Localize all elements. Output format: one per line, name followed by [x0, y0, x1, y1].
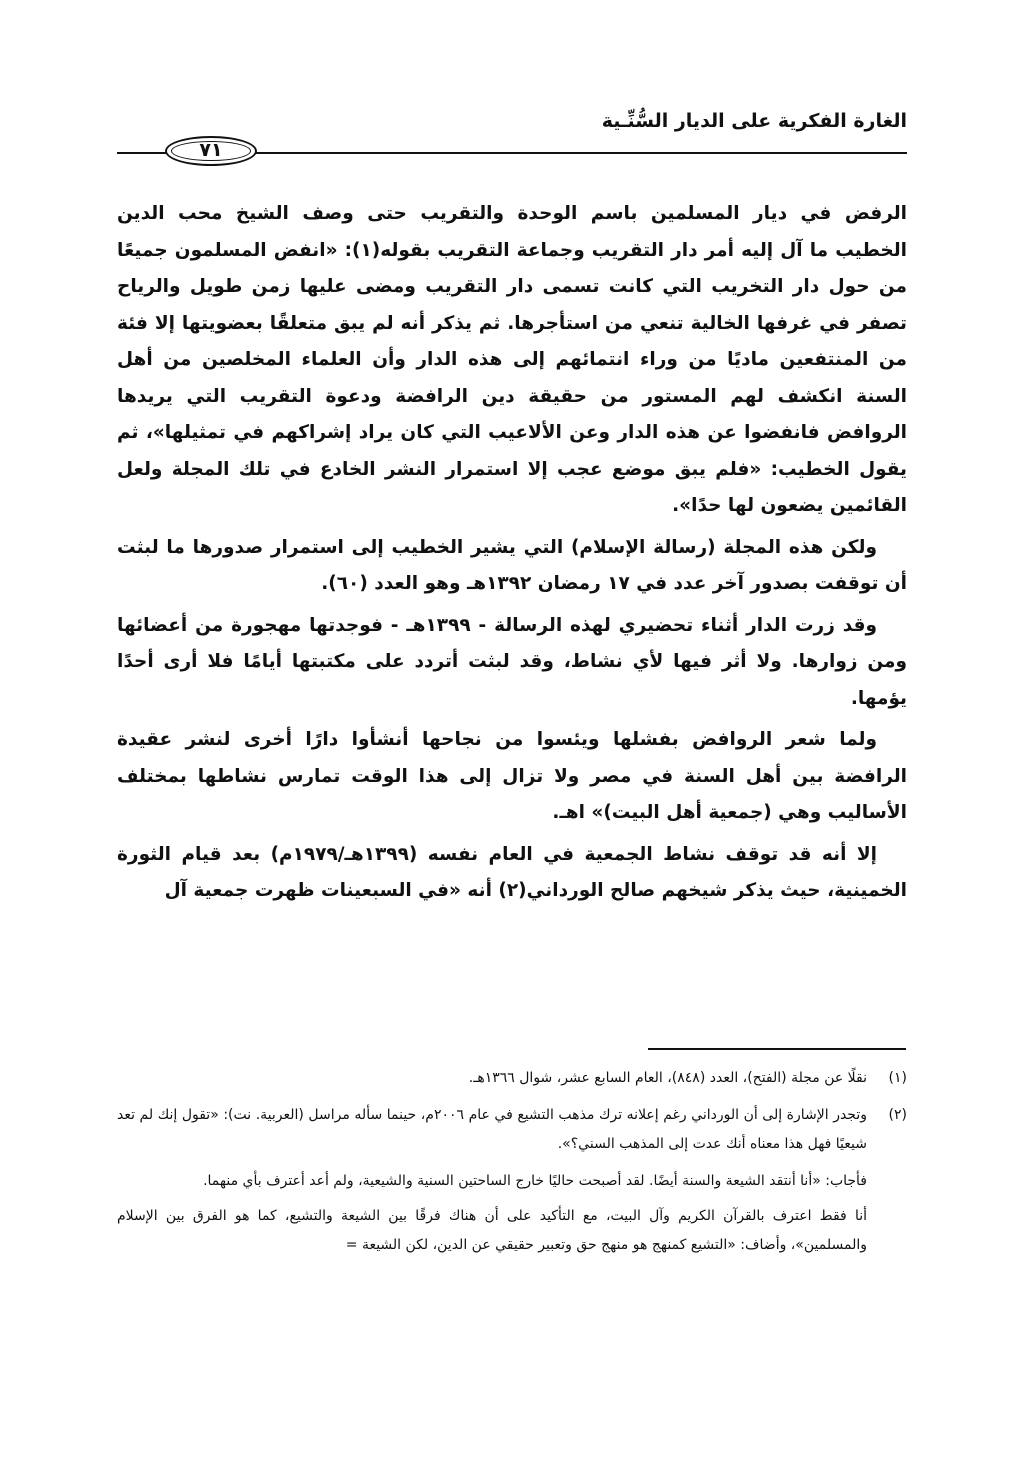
page-number: ٧١	[199, 139, 223, 161]
footnote-1	[117, 1064, 907, 1093]
footnote-2-paragraph-2: فأجاب: «أنا أنتقد الشيعة والسنة أيضًا. لقد أصبحت حاليًا خارج الساحتين السنية والشيعية، ولم أعد أعترف بأي منهما.	[203, 1173, 867, 1189]
paragraph-3: وقد زرت الدار أثناء تحضيري لهذه الرسالة - ١٣٩٩هـ - فوجدتها مهجورة من أعضائها ومن زوارها. ولا أثر فيها لأي نشاط، وقد لبثت أتردد على مكتبتها أيامًا فلا أرى أحدًا يؤمها.	[117, 614, 907, 709]
paragraph-5: إلا أنه قد توقف نشاط الجمعية في العام نفسه (١٣٩٩هـ/١٩٧٩م) بعد قيام الثورة الخمينية، حيث يذكر شيخهم صالح الورداني(٢) أنه «في السبعينات ظهرت جمعية آل	[117, 843, 907, 901]
footnote-2-number: (٢)	[888, 1107, 907, 1123]
page-header	[117, 108, 907, 178]
footnotes	[117, 1064, 907, 1268]
footnote-2-text: وتجدر الإشارة إلى أن الورداني رغم إعلانه ترك مذهب التشيع في عام ٢٠٠٦م، حينما سأله مراسل (العربية. نت): «تقول إنك لم تعد شيعيًا فهل هذا معناه أنك عدت إلى المذهب السني؟».	[117, 1107, 867, 1152]
paragraph-1: الرفض في ديار المسلمين باسم الوحدة والتقريب حتى وصف الشيخ محب الدين الخطيب ما آل إليه أمر دار التقريب وجماعة التقريب بقوله(١): «انفض المسلمون جميعًا من حول دار التخريب التي كانت تسمى دار التقريب ومضى عليها زمن طويل والرياح تصفر في غرفها الخالية تنعي من استأجرها. ثم يذكر أنه لم يبق متعلقًا بعضويتها إلا فئة من المنتفعين ماديًا من وراء انتمائهم إلى هذه الدار وأن العلماء المخلصين من أهل السنة انكشف لهم المستور من حقيقة دين الرافضة ودعوة التقريب التي يريدها الروافض فانفضوا عن هذه الدار وعن الألاعيب التي كان يراد إشراكهم في تمثيلها»، ثم يقول الخطيب: «فلم يبق موضع عجب إلا استمرار النشر الخادع في تلك المجلة ولعل القائمين يضعون لها حدًا».	[117, 203, 907, 516]
footnote-2-continuation	[117, 1167, 907, 1260]
footnote-rule	[648, 1048, 906, 1050]
footnote-1-number: (١)	[888, 1070, 907, 1086]
main-text	[117, 196, 907, 915]
footnote-1-text: نقلًا عن مجلة (الفتح)، العدد (٨٤٨)، العام السابع عشر، شوال ١٣٦٦هـ.	[468, 1070, 867, 1086]
running-title: الغارة الفكرية على الديار السُّنِّـية	[601, 110, 907, 132]
footnote-2	[117, 1101, 907, 1159]
paragraph-2: ولكن هذه المجلة (رسالة الإسلام) التي يشير الخطيب إلى استمرار صدورها ما لبثت أن توقفت بصدور آخر عدد في ١٧ رمضان ١٣٩٢هـ وهو العدد (٦٠).	[117, 536, 907, 594]
paragraph-4: ولما شعر الروافض بفشلها ويئسوا من نجاحها أنشأوا دارًا أخرى لنشر عقيدة الرافضة بين أهل السنة في مصر ولا تزال إلى هذا الوقت تمارس نشاطها بمختلف الأساليب وهي (جمعية أهل البيت)» اهـ.	[117, 729, 907, 823]
page-number-oval	[165, 136, 257, 166]
footnote-2-paragraph-3: أنا فقط اعترف بالقرآن الكريم وآل البيت، مع التأكيد على أن هناك فرقًا بين الشيعة والتشيع، كما هو الفرق بين الإسلام والمسلمين»، وأضاف: «التشيع كمنهج هو منهج حق وتعبير حقيقي عن الدين، لكن الشيعة =	[117, 1208, 867, 1253]
